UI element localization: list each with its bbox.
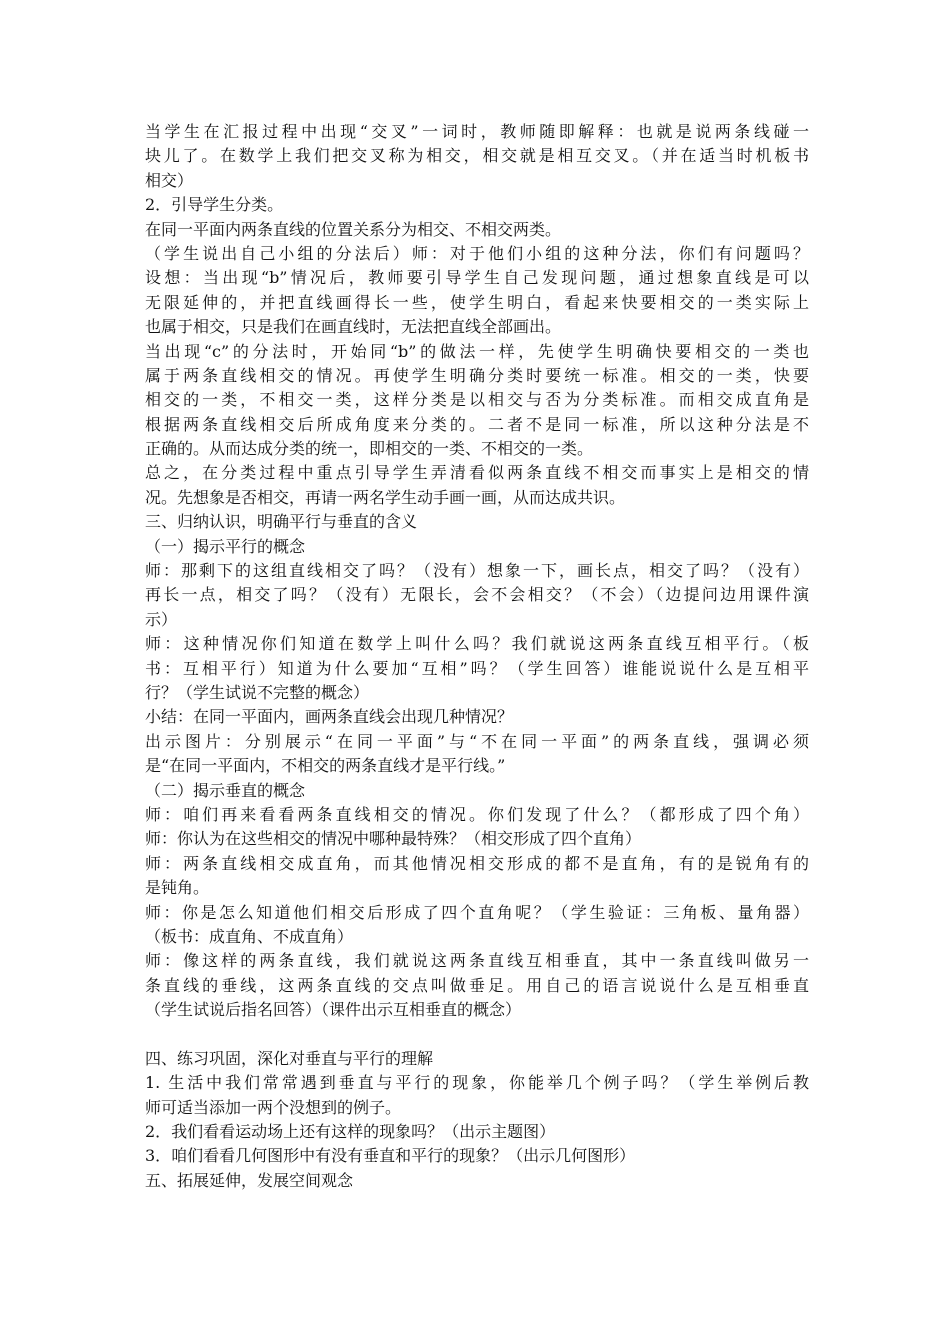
text-line: 师：那剩下的这组直线相交了吗？（没有）想象一下，画长点，相交了吗？（没有） <box>145 561 809 581</box>
text-line: 师：这种情况你们知道在数学上叫什么吗？我们就说这两条直线互相平行。（板 <box>145 634 809 654</box>
text-line: 示） <box>145 609 178 629</box>
text-line: 2．引导学生分类。 <box>145 195 284 215</box>
text-line: 小结：在同一平面内，画两条直线会出现几种情况？ <box>145 707 514 727</box>
text-line: 条直线的垂线，这两条直线的交点叫做垂足。用自己的语言说说什么是互相垂直 <box>145 975 809 995</box>
text-line: 三、归纳认识，明确平行与垂直的含义 <box>145 512 418 532</box>
text-line: 是钝角。 <box>145 878 210 898</box>
text-line: （学生说出自己小组的分法后）师：对于他们小组的这种分法，你们有问题吗？ <box>145 243 809 263</box>
blank-line <box>145 1022 809 1046</box>
text-line: 3．咱们看看几何图形中有没有垂直和平行的现象？（出示几何图形） <box>145 1146 636 1166</box>
text-line: 总之，在分类过程中重点引导学生弄清看似两条直线不相交而事实上是相交的情 <box>145 463 809 483</box>
text-line: 无限延伸的，并把直线画得长一些，使学生明白，看起来快要相交的一类实际上 <box>145 292 809 312</box>
text-line: 师可适当添加一两个没想到的例子。 <box>145 1097 402 1117</box>
text-line: 设想：当出现“b”情况后，教师要引导学生自己发现问题，通过想象直线是可以 <box>145 268 809 288</box>
text-line: 四、练习巩固，深化对垂直与平行的理解 <box>145 1048 434 1068</box>
text-line: 根据两条直线相交后所成角度来分类的。二者不是同一标准，所以这种分法是不 <box>145 414 809 434</box>
text-line: 2．我们看看运动场上还有这样的现象吗？（出示主题图） <box>145 1122 556 1142</box>
text-line: 相交的一类，不相交一类，这样分类是以相交与否为分类标准。而相交成直角是 <box>145 390 809 410</box>
text-line: 1. 生活中我们常常遇到垂直与平行的现象，你能举几个例子吗？（学生举例后教 <box>145 1073 809 1093</box>
text-line: 属于两条直线相交的情况。再使学生明确分类时要统一标准。相交的一类，快要 <box>145 365 809 385</box>
document-body <box>145 120 809 1193</box>
text-line: 正确的。从而达成分类的统一，即相交的一类、不相交的一类。 <box>145 439 594 459</box>
text-line: 也属于相交，只是我们在画直线时，无法把直线全部画出。 <box>145 317 562 337</box>
text-line: 师：两条直线相交成直角，而其他情况相交形成的都不是直角，有的是锐角有的 <box>145 853 809 873</box>
text-line: 师：你认为在这些相交的情况中哪种最特殊？（相交形成了四个直角） <box>145 829 642 849</box>
text-line: 书：互相平行）知道为什么要加“互相”吗？（学生回答）谁能说说什么是互相平 <box>145 658 809 678</box>
text-line: （学生试说后指名回答）（课件出示互相垂直的概念） <box>145 1000 522 1020</box>
text-line: 行？（学生试说不完整的概念） <box>145 682 370 702</box>
text-line: 相交） <box>145 170 194 190</box>
text-line: 块儿了。在数学上我们把交叉称为相交，相交就是相互交叉。（并在适当时机板书 <box>145 146 809 166</box>
text-line: （板书：成直角、不成直角） <box>145 926 354 946</box>
text-line: 师：像这样的两条直线，我们就说这两条直线互相垂直，其中一条直线叫做另一 <box>145 951 809 971</box>
text-line: 出示图片：分别展示“在同一平面”与“不在同一平面”的两条直线，强调必须 <box>145 731 809 751</box>
text-line: 当学生在汇报过程中出现“交叉”一词时，教师随即解释：也就是说两条线碰一 <box>145 122 809 141</box>
text-line: 师：咱们再来看看两条直线相交的情况。你们发现了什么？（都形成了四个角） <box>145 804 809 824</box>
text-line: 在同一平面内两条直线的位置关系分为相交、不相交两类。 <box>145 219 562 239</box>
text-line: 五、拓展延伸，发展空间观念 <box>145 1170 354 1190</box>
text-line: 师：你是怎么知道他们相交后形成了四个直角呢？（学生验证：三角板、量角器） <box>145 902 809 922</box>
text-line: （一）揭示平行的概念 <box>145 536 306 556</box>
text-line: 况。先想象是否相交，再请一两名学生动手画一画，从而达成共识。 <box>145 487 626 507</box>
text-line: 是“在同一平面内，不相交的两条直线才是平行线。” <box>145 756 506 776</box>
text-line: 当出现“c”的分法时，开始同“b”的做法一样，先使学生明确快要相交的一类也 <box>145 341 809 361</box>
text-line: （二）揭示垂直的概念 <box>145 780 306 800</box>
text-line: 再长一点，相交了吗？（没有）无限长，会不会相交？（不会）（边提问边用课件演 <box>145 585 809 605</box>
